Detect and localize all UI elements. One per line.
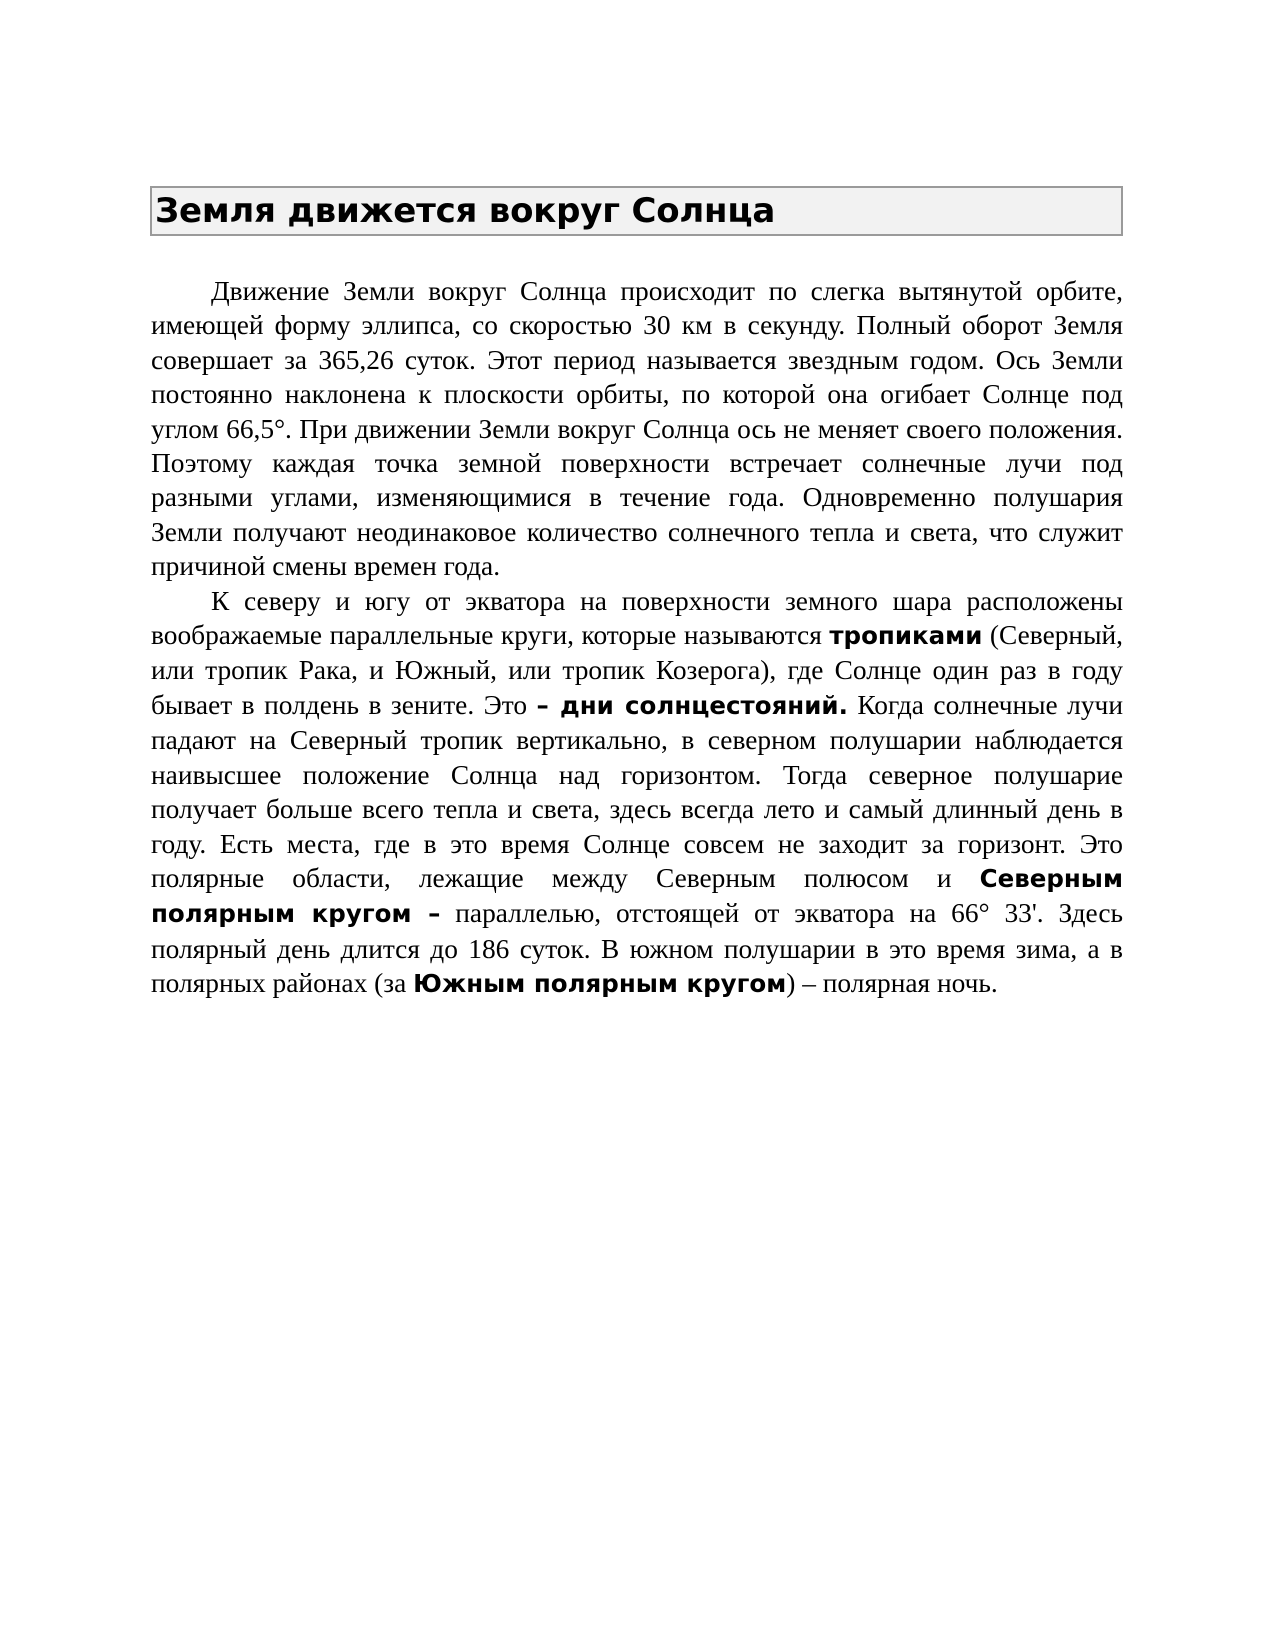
document-body bbox=[151, 274, 1123, 1002]
bold-term-tropics: тропиками bbox=[829, 621, 983, 651]
paragraph-tropics bbox=[151, 584, 1123, 1002]
paragraph-text: параллелью, отстоящей от экватора на 66° 33'. Здесь полярный день длится до 186 суток. В южном полушарии в это время зима, а в полярных районах (за bbox=[151, 898, 1123, 999]
paragraph-orbit bbox=[151, 274, 1123, 584]
paragraph-text: Движение Земли вокруг Солнца происходит по слегка вытянутой орбите, имеющей форму эллипса, со скоростью 30 км в секунду. Полный оборот Земля совершает за 365,26 суток. Этот период называется звездным годом. Ось Земли постоянно наклонена к плоскости орбиты, по которой она огибает Солнце под углом 66,5°. При движении Земли вокруг Солнца ось не меняет своего положения. Поэтому каждая точка земной поверхности встречает солнечные лучи под разными углами, изменяющимися в течение года. Одновременно полушария Земли получают неодинаковое количество солнечного тепла и света, что служит причиной смены времен года. bbox=[151, 276, 1123, 582]
bold-term-solstice: – дни солнцестояний. bbox=[536, 690, 848, 720]
paragraph-text: (Северный, или тропик Рака, и Южный, или тропик Козерога), где Солнце один раз в году бывает в полдень в зените. Это bbox=[151, 620, 1123, 720]
page-title: Земля движется вокруг Солнца bbox=[155, 191, 776, 231]
bold-term-arctic-circle: Северным полярным кругом – bbox=[151, 863, 1123, 929]
paragraph-text: ) – полярная ночь. bbox=[786, 968, 998, 999]
title-box bbox=[150, 186, 1123, 236]
paragraph-text: Когда солнечные лучи падают на Северный тропик вертикально, в северном полушарии наблюдается наивысшее положение Солнца над горизонтом. Тогда северное полушарие получает больше всего тепла и света, здесь всегда лето и самый длинный день в году. Есть места, где в это время Солнце совсем не заходит за горизонт. Это полярные области, лежащие между Северным полюсом и bbox=[151, 689, 1123, 893]
paragraph-text: К северу и югу от экватора на поверхности земного шара расположены воображаемые параллельные круги, которые называются bbox=[151, 585, 1123, 651]
bold-term-antarctic-circle: Южным полярным кругом bbox=[413, 969, 787, 999]
